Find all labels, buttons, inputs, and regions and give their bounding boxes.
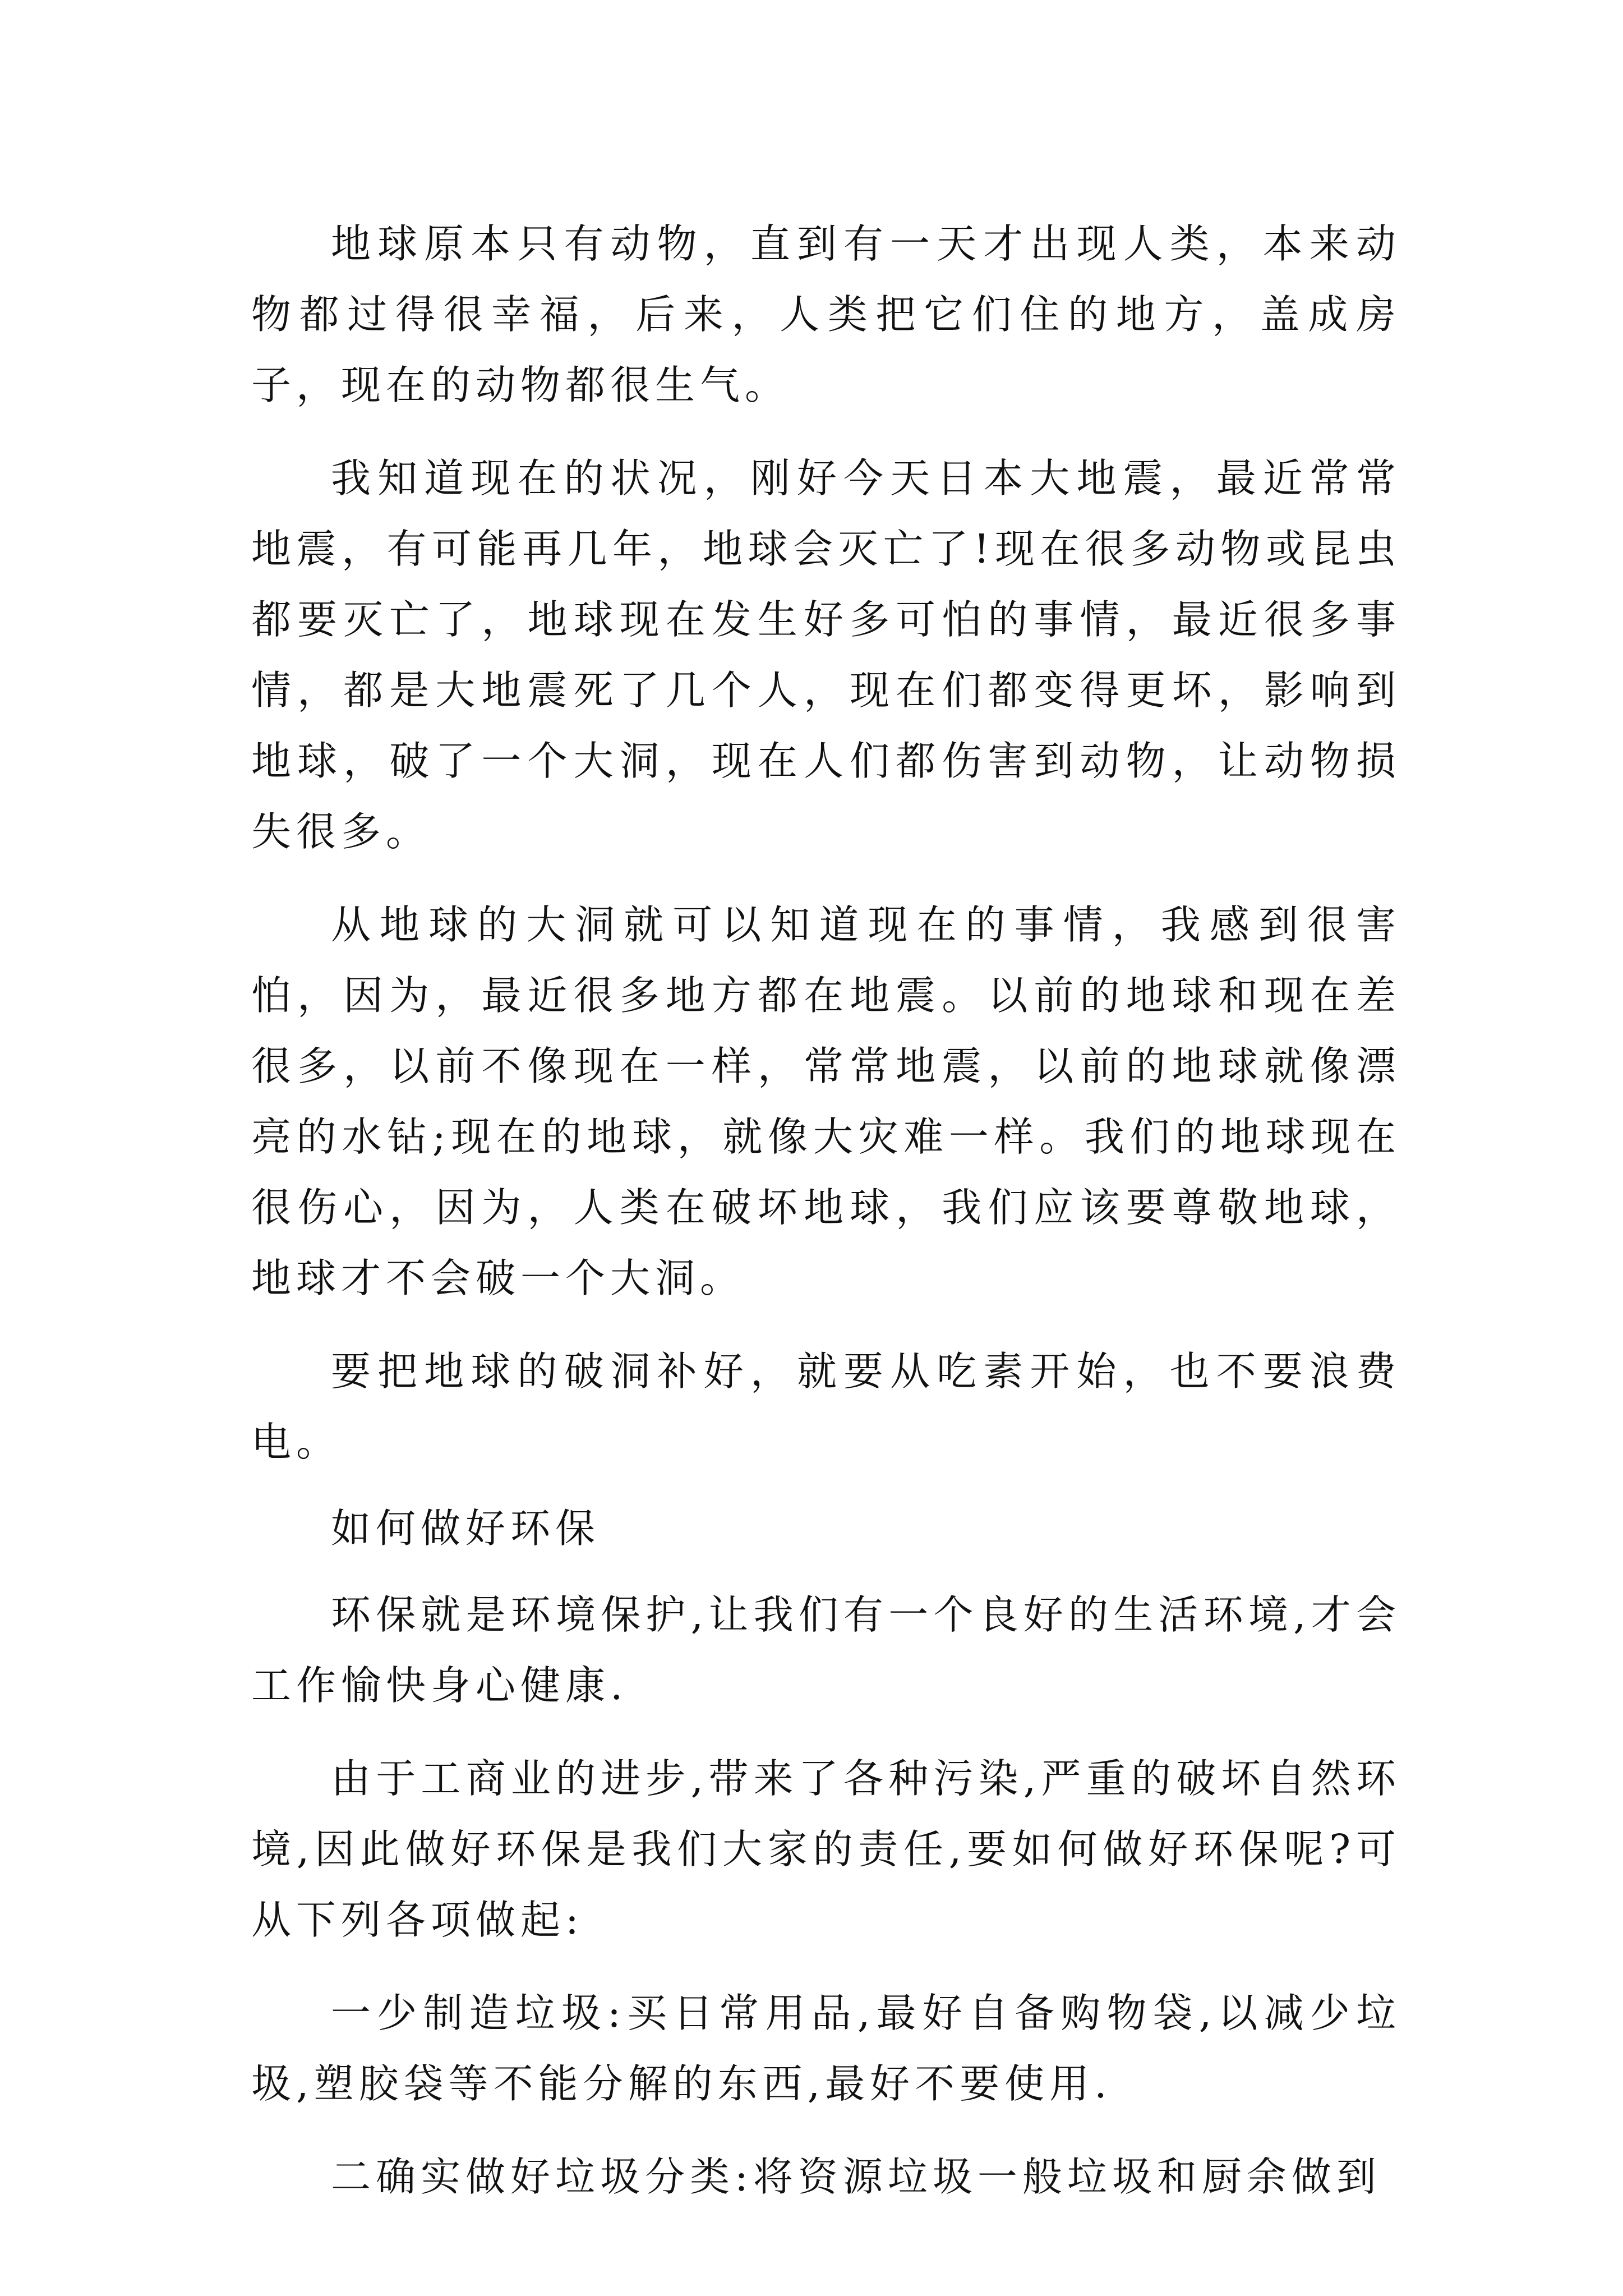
paragraph-5: 环保就是环境保护,让我们有一个良好的生活环境,才会工作愉快身心健康. (251, 1591, 1401, 1709)
section-heading: 如何做好环保 (331, 1505, 601, 1552)
paragraph-3: 从地球的大洞就可以知道现在的事情，我感到很害怕，因为，最近很多地方都在地震。以前的地球和现在差很多，以前不像现在一样，常常地震，以前的地球就像漂亮的水钻;现在的地球，就像大灾难一样。我们的地球现在很伤心，因为，人类在破坏地球，我们应该要尊敬地球，地球才不会破一个大洞。 (251, 901, 1401, 1301)
paragraph-8: 二确实做好垃圾分类:将资源垃圾一般垃圾和厨余做到 (331, 2154, 1381, 2200)
body-text (251, 209, 1401, 2235)
paragraph-1: 地球原本只有动物，直到有一天才出现人类，本来动物都过得很幸福，后来，人类把它们住的地方，盖成房子，现在的动物都很生气。 (251, 220, 1401, 408)
paragraph-4: 要把地球的破洞补好，就要从吃素开始，也不要浪费电。 (251, 1348, 1401, 1465)
paragraph-6: 由于工商业的进步,带来了各种污染,严重的破坏自然环境,因此做好环保是我们大家的责任,要如何做好环保呢?可从下列各项做起: (251, 1755, 1401, 1943)
paragraph-7: 一少制造垃圾:买日常用品,最好自备购物袋,以减少垃圾,塑胶袋等不能分解的东西,最好不要使用. (251, 1990, 1401, 2107)
paragraph-2: 我知道现在的状况，刚好今天日本大地震，最近常常地震，有可能再几年，地球会灭亡了!现在很多动物或昆虫都要灭亡了，地球现在发生好多可怕的事情，最近很多事情，都是大地震死了几个人，现在们都变得更坏，影响到地球，破了一个大洞，现在人们都伤害到动物，让动物损失很多。 (251, 455, 1401, 855)
